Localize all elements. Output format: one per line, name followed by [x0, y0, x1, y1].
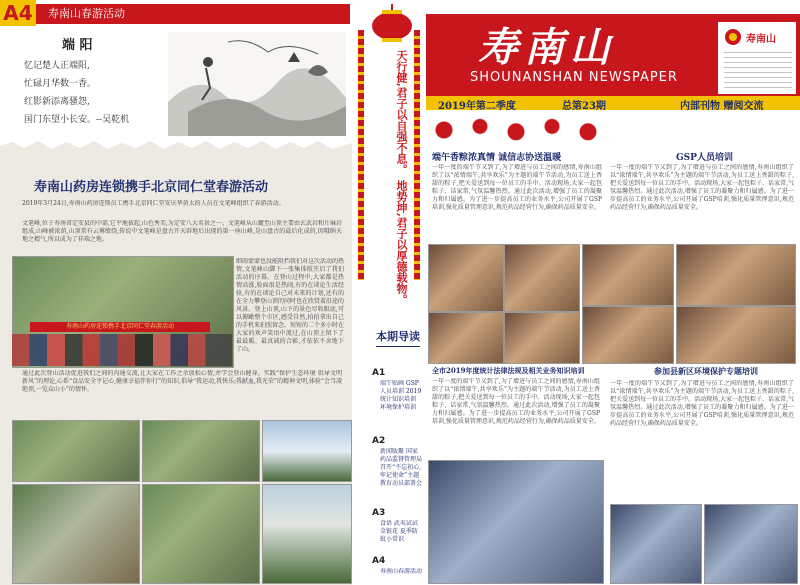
masthead-subtitle: SHOUNANSHAN NEWSPAPER: [470, 70, 678, 85]
photo-hikers-group: [142, 420, 260, 482]
toc-item-a2[interactable]: 新闻版聚 国家药品监督管理局召开“不忘初心,牢记使命”主题教育动员部署会: [380, 448, 422, 487]
article1-title: 端午香粽浓真情 诚信志协送温暖: [432, 153, 562, 163]
toc-tag-a3: A3: [372, 508, 386, 518]
photo-pavilion: [262, 484, 352, 584]
photo-gsp-3: [582, 306, 674, 364]
spine-border-right: [414, 30, 420, 280]
article1-text: 一年一度的端午节又到了,为了增进与员工之间的感情,寿南山组织了以“浓情端午,共享欢乐”为主题的端午节活动,为员工送上香甜的粽子,把关爱送到每一位员工的手中。活动现场,大家一起包粽子、话家常,气氛温馨热烈。通过此次活动,增强了员工的凝聚力和归属感。为了进一步提高员工的业务水平,公司开展了GSP培训,强化质量管理意识,规范药品经营行为,确保药品质量安全。: [432, 164, 602, 211]
group-photo-people: [12, 334, 232, 366]
issue-season: 2019年第二季度: [438, 101, 516, 112]
photo-flag-group: [142, 484, 260, 584]
poem-line-1: 忆记楚人正端阳,: [24, 61, 90, 71]
section-title: 寿南山春游活动: [48, 7, 125, 20]
photo-gsp-2: [676, 244, 796, 306]
article-paragraph-3: 细雨蒙蒙也没能阻挡我们对这次活动的热情,文笔峰山脚下一张集体照开启了我们活动的序幕。在登山过程中,大家都是热情高涨,脸面很是热闹,有的在谈论生活经验,有的在谈论自己对未来的计划,还有的在全力攀登山顶的同时也在欣赏着沿途的风景。登上山顶,山下的景色尽收眼底,可以俯瞰整个市区,感受自然,拍拍拿出自己的手机来拍照留念。短短的二个多小时在大家的欢声笑语中流过,在山顶上留下了最最暖、最真诚的合影,才依依不舍地下了山。: [236, 258, 344, 353]
article2-text: 一年一度的端午节又到了,为了增进与员工之间的感情,寿南山组织了以“浓情端午,共享欢乐”为主题的端午节活动,为员工送上香甜的粽子,把关爱送到每一位员工的手中。活动现场,大家一起包粽子、话家常,气氛温馨热烈。通过此次活动,增强了员工的凝聚力和归属感。为了进一步提高员工的业务水平,公司开展了GSP培训,强化质量管理意识,规范药品经营行为,确保药品质量安全。: [610, 164, 794, 211]
ink-painting-image: [168, 32, 346, 136]
photo-temple-crowd: [12, 484, 140, 584]
photo-dumpling-2: [504, 244, 580, 312]
lantern-decoration: [426, 112, 606, 148]
article2-title: GSP人员培训: [676, 153, 733, 163]
page-tag: A4: [0, 0, 36, 26]
article-paragraph-4: 通过此次登山活动促进我们之间的沟通交流,让大家在工作之余放松心情,并学会登山健身。实践“保护生态环境 倡导文明新风”的理论,心系“食品安全平记心,健康幸福伴你行”的知识,倡导“我运动,我快乐;我献血,我光荣”的精神文明,体验“会当凌绝顶,一览众山小”的情怀。: [22, 370, 342, 393]
masthead-title: 寿南山: [478, 24, 616, 71]
group-photo-banner: 寿南山药房连锁携手北京同仁堂春游活动: [30, 322, 210, 332]
brand-name: 寿南山: [746, 34, 776, 45]
poem-line-3: 红影新添离骚怨,: [24, 97, 90, 107]
photo-gsp-4: [676, 306, 796, 364]
article-title: 寿南山药房连锁携手北京同仁堂春游活动: [34, 180, 269, 195]
photo-training-room-1: [610, 504, 702, 584]
toc-tag-a4: A4: [372, 556, 386, 566]
photo-gsp-1: [582, 244, 674, 306]
photo-pagoda: [262, 420, 352, 482]
photo-training-room-2: [704, 504, 798, 584]
toc-tag-a2: A2: [372, 436, 386, 446]
article-paragraph-1: 2019年3月24日,寿南山药房连锁员工携手北京同仁堂安庆华黄太的人员在文笔峰组织了春游活动。: [22, 200, 285, 207]
article3-title: 全市2019年度统计法律法规及相关业务知识培训: [432, 366, 585, 375]
spine-vertical-quote-top: 天行健,君子以自强不息。: [395, 50, 408, 175]
article4-text: 一年一度的端午节又到了,为了增进与员工之间的感情,寿南山组织了以“浓情端午,共享欢乐”为主题的端午节活动,为员工送上香甜的粽子,把关爱送到每一位员工的手中。活动现场,大家一起包粽子、话家常,气氛温馨热烈。通过此次活动,增强了员工的凝聚力和归属感。为了进一步提高员工的业务水平,公司开展了GSP培训,强化质量管理意识,规范药品经营行为,确保药品质量安全。: [610, 380, 794, 427]
spine-border-left: [358, 30, 364, 280]
photo-dumpling-1: [428, 244, 504, 312]
spine-vertical-quote-bottom: 地势坤,君子以厚德载物。: [395, 180, 408, 305]
issue-note: 内部刊物 赠阅交流: [680, 101, 764, 112]
photo-mountain-path: [12, 420, 140, 482]
toc-tag-a1: A1: [372, 368, 386, 378]
toc-title: 本期导读: [376, 328, 420, 347]
toc-item-a4[interactable]: 寿南山春游活动: [380, 568, 422, 575]
issue-total: 总第23期: [562, 101, 606, 112]
toc-item-a3[interactable]: 食语 武夷试试金银花 夏季防蚊小常识: [380, 520, 418, 543]
brand-logo-icon: [724, 28, 742, 46]
toc-item-a1[interactable]: 端午贴画 GSP人员培训 2019统计知识培训 环境保护培训: [380, 380, 422, 411]
photo-dumpling-3: [428, 312, 504, 364]
article4-title: 参加县新区环境保护专题培训: [654, 366, 758, 376]
masthead-info-lines: [724, 52, 792, 90]
poem-line-4: 国门东望小长安。--吴乾机: [24, 115, 130, 125]
article-paragraph-2: 文笔峰,位于寿南省定安县的中部,它平地拔起,山色秀美,为定安八大名景之一。文笔峰从山麓至山顶主要由玄武岩和片麻岩组成,山峰被浓荫,山顶常有云雾缭绕,传说中文笔峰是盘古开天辟地后出现的第一座山峰,是山盘古的最后化成的,因哦纳天地之精气,所以成为了祥瑞之地。: [22, 220, 342, 243]
lantern-icon: [370, 4, 414, 44]
photo-training-hall: [428, 460, 604, 584]
poem-title: 端 阳: [62, 38, 93, 53]
poem-line-2: 忙碌月华数一香。: [24, 79, 97, 89]
article3-text: 一年一度的端午节又到了,为了增进与员工之间的感情,寿南山组织了以“浓情端午,共享欢乐”为主题的端午节活动,为员工送上香甜的粽子,把关爱送到每一位员工的手中。活动现场,大家一起包粽子、话家常,气氛温馨热烈。通过此次活动,增强了员工的凝聚力和归属感。为了进一步提高员工的业务水平,公司开展了GSP培训,强化质量管理意识,规范药品经营行为,确保药品质量安全。: [432, 378, 600, 425]
photo-dumpling-4: [504, 312, 580, 364]
